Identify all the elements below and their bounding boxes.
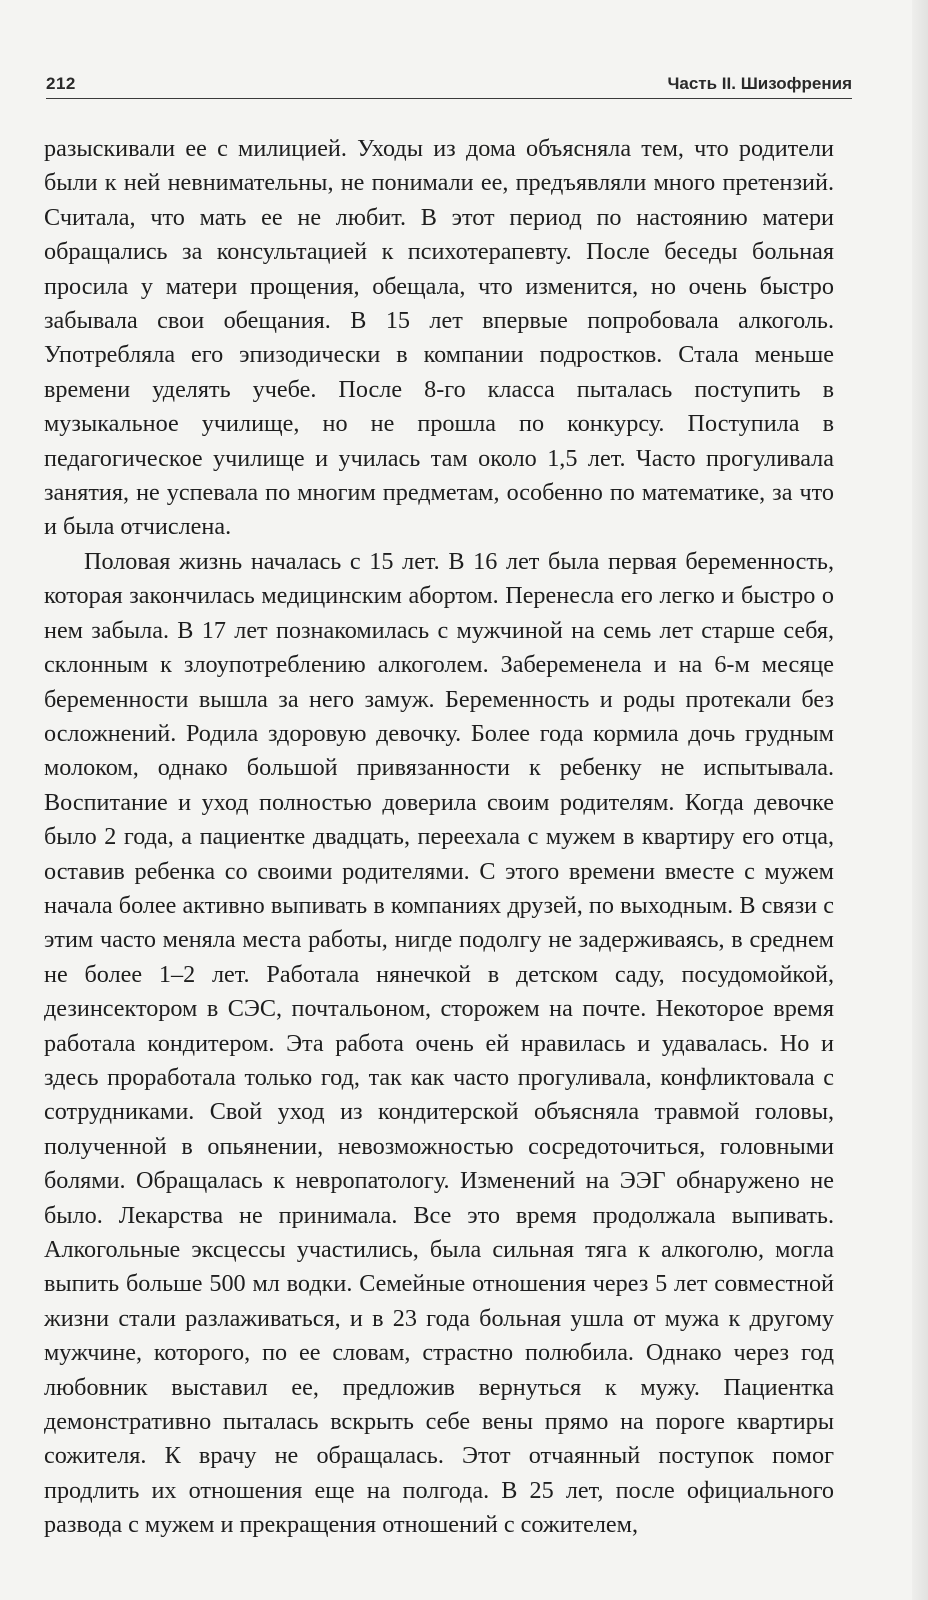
running-head: Часть II. Шизофрения [667, 74, 852, 93]
page-number: 212 [46, 74, 76, 93]
page-header [46, 72, 852, 99]
paragraph: Половая жизнь началась с 15 лет. В 16 лет была первая беременность, которая закончилась медицинским абортом. Перенесла его легко и быстро о нем забыла. В 17 лет познакомилась с мужчиной на семь лет старше себя, склонным к злоупотреблению алкоголем. Забеременела и на 6-м месяце беременности вышла за него замуж. Беременность и роды протекали без осложнений. Родила здоровую девочку. Более года кормила дочь грудным молоком, однако большой привязанности к ребенку не испытывала. Воспитание и уход полностью доверила своим родителям. Когда девочке было 2 года, а пациентке двадцать, переехала с мужем в квартиру его отца, оставив ребенка со своими родителями. С этого времени вместе с мужем начала более активно выпивать в компаниях друзей, по выходным. В связи с этим часто меняла места работы, нигде подолгу не задерживаясь, в среднем не более 1–2 лет. Работала нянечкой в детском саду, посудомойкой, дезинсектором в СЭС, почтальоном, сторожем на почте. Некоторое время работала кондитером. Эта работа очень ей нравилась и удавалась. Но и здесь проработала только год, так как часто прогуливала, конфликтовала с сотрудниками. Свой уход из кондитерской объясняла травмой головы, полученной в опьянении, невозможностью сосредоточиться, головными болями. Обращалась к невропатологу. Изменений на ЭЭГ обнаружено не было. Лекарства не принимала. Все это время продолжала выпивать. Алкогольные эксцессы участились, была сильная тяга к алкоголю, могла выпить больше 500 мл водки. Семейные отношения через 5 лет совместной жизни стали разлаживаться, и в 23 года больная ушла от мужа к другому мужчине, которого, по ее словам, страстно полюбила. Однако через год любовник выставил ее, предложив вернуться к мужу. Пациентка демонстративно пыталась вскрыть себе вены прямо на пороге квартиры сожителя. К врачу не обращалась. Этот отчаянный поступок помог продлить их отношения еще на полгода. В 25 лет, после официального развода с мужем и прекращения отношений с сожителем, [44, 547, 834, 1539]
paragraph: разыскивали ее с милицией. Уходы из дома объясняла тем, что родители были к ней невнимательны, не понимали ее, предъявляли много претензий. Считала, что мать ее не любит. В этот период по настоянию матери обращались за консультацией к психотерапевту. После беседы больная просила у матери прощения, обещала, что изменится, но очень быстро забывала свои обещания. В 15 лет впервые попробовала алкоголь. Употребляла его эпизодически в компании подростков. Стала меньше времени уделять учебе. После 8-го класса пыталась поступить в музыкальное училище, но не прошла по конкурсу. Поступила в педагогическое училище и училась там около 1,5 лет. Часто прогуливала занятия, не успевала по многим предметам, особенно по математике, за что и была отчислена. [44, 135, 834, 541]
body-text [44, 132, 834, 1543]
page-edge [912, 0, 928, 1600]
